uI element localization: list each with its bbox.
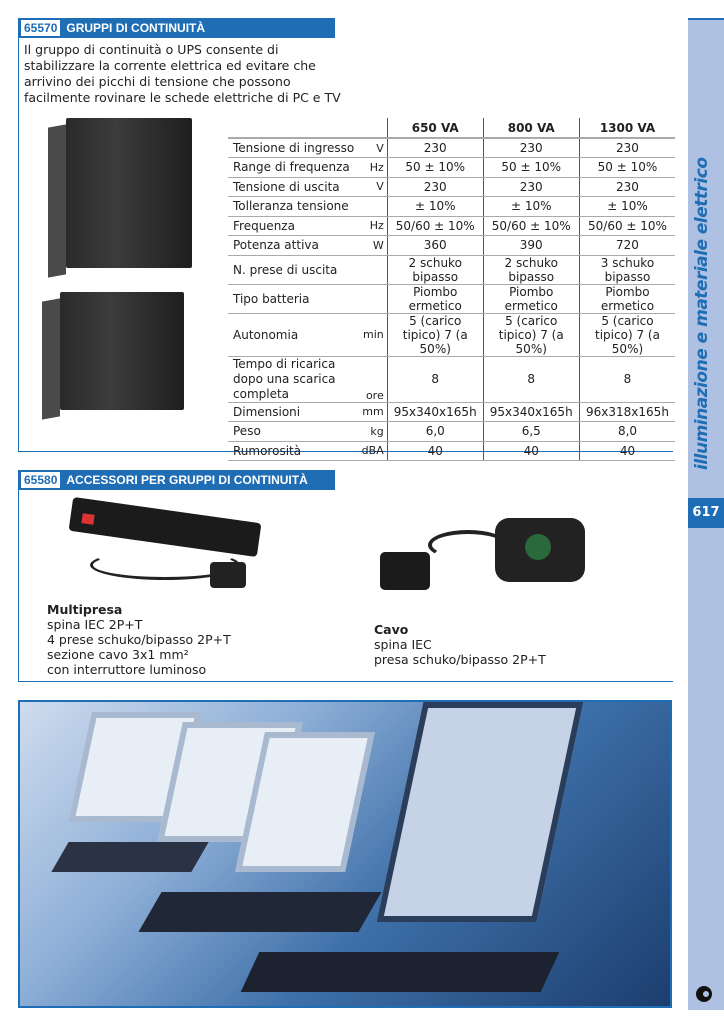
cell-value: 230 [387,177,483,197]
product-multipresa [47,602,231,677]
cell-value: 2 schuko bipasso [483,255,579,284]
section-header [18,18,335,38]
row-label: Tipo batteria [228,284,357,313]
table-row [228,216,675,236]
product-spec: spina IEC 2P+T [47,617,143,632]
row-label: Tensione di uscita [228,177,357,197]
cell-value: 8 [483,356,579,402]
cell-value: ± 10% [387,197,483,217]
product-spec: spina IEC [374,637,432,652]
cell-value: 50 ± 10% [579,158,675,178]
row-unit: min [357,313,387,356]
cell-value: 95x340x165h [483,402,579,422]
cell-value: 360 [387,236,483,256]
row-label: Range di frequenza [228,158,357,178]
row-label: Tolleranza tensione [228,197,357,217]
cell-value: 6,0 [387,422,483,442]
cell-value: 50/60 ± 10% [579,216,675,236]
cell-value: 40 [387,441,483,461]
table-row [228,313,675,356]
cell-value: 95x340x165h [387,402,483,422]
row-label: Rumorosità [228,441,357,461]
row-unit: ore [357,356,387,402]
product-name: Cavo [374,622,409,637]
cell-value: Piombo ermetico [483,284,579,313]
cell-value: 50/60 ± 10% [387,216,483,236]
product-code: 65570 [21,20,60,36]
cell-value: 230 [387,138,483,158]
table-row [228,441,675,461]
product-spec: 4 prese schuko/bipasso 2P+T [47,632,231,647]
section-title: GRUPPI DI CONTINUITÀ [66,21,206,35]
cell-value: 5 (carico tipico) 7 (a 50%) [483,313,579,356]
cell-value: 230 [579,138,675,158]
row-label: Frequenza [228,216,357,236]
cell-value: 50/60 ± 10% [483,216,579,236]
table-row [228,284,675,313]
row-label: Tensione di ingresso [228,138,357,158]
cell-value: 230 [483,177,579,197]
product-name: Multipresa [47,602,123,617]
table-row [228,402,675,422]
column-header: 650 VA [387,118,483,138]
category-label: illuminazione e materiale elettrico [692,157,712,470]
row-unit: V [357,138,387,158]
cell-value: 720 [579,236,675,256]
row-unit: V [357,177,387,197]
row-unit [357,255,387,284]
table-row [228,138,675,158]
cell-value: 8 [387,356,483,402]
cell-value: ± 10% [483,197,579,217]
cell-value: 230 [483,138,579,158]
row-unit: W [357,236,387,256]
product-cavo [374,622,546,667]
table-row [228,356,675,402]
product-spec: sezione cavo 3x1 mm² [47,647,189,662]
row-label: Peso [228,422,357,442]
column-header: 1300 VA [579,118,675,138]
cable-image [380,510,590,600]
product-code: 65580 [21,472,60,488]
cell-value: 8,0 [579,422,675,442]
row-label: Dimensioni [228,402,357,422]
ups-image-large [66,118,192,268]
brand-logo-icon [696,986,712,1002]
cell-value: 50 ± 10% [483,158,579,178]
section-header [18,470,335,490]
cell-value: 6,5 [483,422,579,442]
product-spec: con interruttore luminoso [47,662,207,677]
row-unit [357,197,387,217]
cell-value: Piombo ermetico [579,284,675,313]
ups-image-small [60,292,184,410]
row-label: Autonomia [228,313,357,356]
cell-value: 40 [579,441,675,461]
cell-value: ± 10% [579,197,675,217]
cell-value: 3 schuko bipasso [579,255,675,284]
row-unit [357,284,387,313]
computer-lab-photo [18,700,672,1008]
table-row [228,255,675,284]
product-spec: presa schuko/bipasso 2P+T [374,652,546,667]
row-unit: Hz [357,216,387,236]
row-unit: dBA [357,441,387,461]
table-row [228,197,675,217]
row-label: Tempo di ricarica dopo una scarica completa [228,356,357,402]
table-row [228,158,675,178]
cell-value: 230 [579,177,675,197]
cell-value: 96x318x165h [579,402,675,422]
row-unit: mm [357,402,387,422]
column-header: 800 VA [483,118,579,138]
row-label: Potenza attiva [228,236,357,256]
cell-value: 2 schuko bipasso [387,255,483,284]
cell-value: 50 ± 10% [387,158,483,178]
table-row [228,422,675,442]
cell-value: 40 [483,441,579,461]
table-row [228,177,675,197]
cell-value: 5 (carico tipico) 7 (a 50%) [387,313,483,356]
cell-value: 5 (carico tipico) 7 (a 50%) [579,313,675,356]
section-description: Il gruppo di continuità o UPS consente di stabilizzare la corrente elettrica ed evitare che arrivino dei picchi di tensione che possono facilmente rovinare le schede elettriche di PC e TV [24,42,341,105]
section-title: ACCESSORI PER GRUPPI DI CONTINUITÀ [66,473,308,487]
cell-value: 390 [483,236,579,256]
power-strip-image [70,510,270,600]
cell-value: Piombo ermetico [387,284,483,313]
table-row [228,236,675,256]
row-label: N. prese di uscita [228,255,357,284]
page-number: 617 [688,498,724,528]
row-unit: kg [357,422,387,442]
spec-table [228,118,675,461]
row-unit: Hz [357,158,387,178]
cell-value: 8 [579,356,675,402]
